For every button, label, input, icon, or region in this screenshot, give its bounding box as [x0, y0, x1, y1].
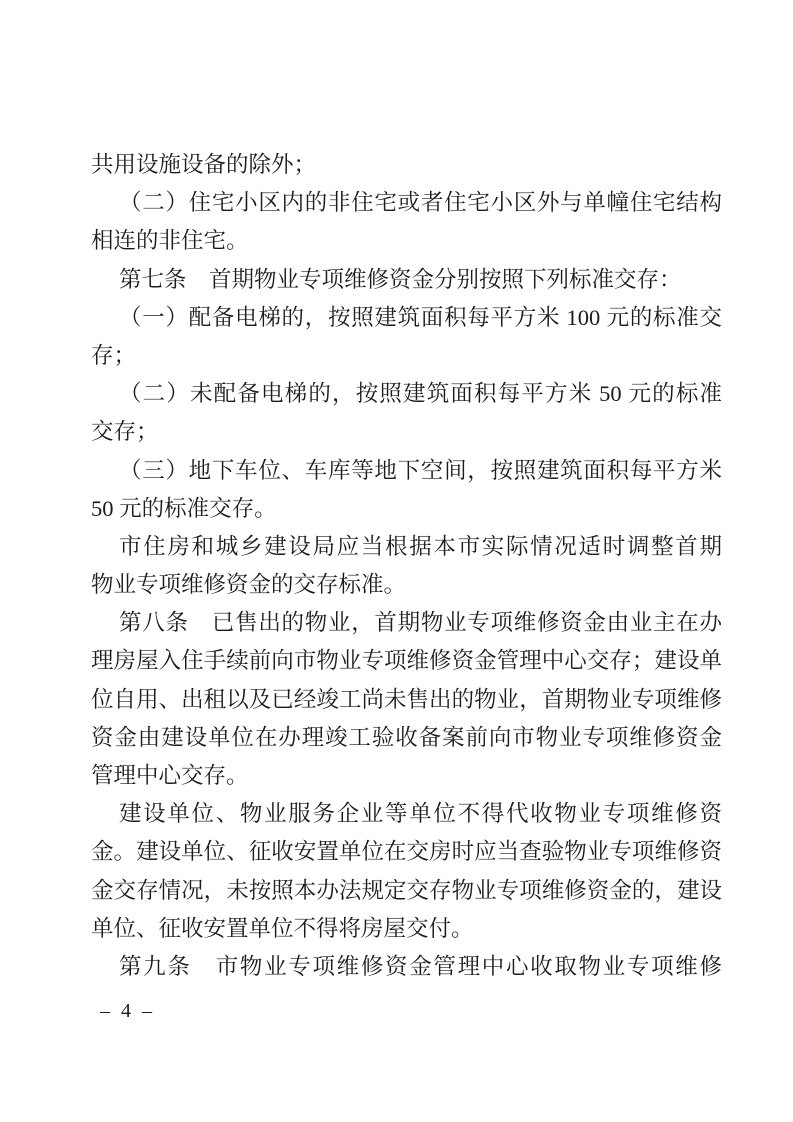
- text-line: 第八条 已售出的物业，首期物业专项维修资金由业主在办: [119, 610, 722, 636]
- text-line: 资金由建设单位在办理竣工验收备案前向市物业专项维修资金: [91, 724, 722, 750]
- text-line: （一）配备电梯的，按照建筑面积每平方米 100 元的标准交: [119, 304, 722, 330]
- text-line: （二）未配备电梯的，按照建筑面积每平方米 50 元的标准: [119, 381, 722, 407]
- text-block: [91, 146, 722, 986]
- text-line: 理房屋入住手续前向市物业专项维修资金管理中心交存；建设单: [91, 648, 722, 674]
- text-line: 位自用、出租以及已经竣工尚未售出的物业，首期物业专项维修: [91, 686, 722, 712]
- text-line: 第七条 首期物业专项维修资金分别按照下列标准交存：: [119, 266, 682, 292]
- text-line: 管理中心交存。: [91, 763, 249, 788]
- text-line: （三）地下车位、车库等地下空间，按照建筑面积每平方米: [119, 457, 722, 483]
- text-line: 市住房和城乡建设局应当根据本市实际情况适时调整首期: [119, 533, 722, 559]
- text-line: 金交存情况，未按照本办法规定交存物业专项维修资金的，建设: [91, 877, 722, 903]
- text-line: 交存；: [91, 419, 159, 445]
- page-number: – 4 –: [100, 1000, 155, 1022]
- text-line: 金。建设单位、征收安置单位在交房时应当查验物业专项维修资: [91, 839, 722, 865]
- text-line: 单位、征收安置单位不得将房屋交付。: [91, 915, 474, 941]
- text-line: 共用设施设备的除外；: [91, 152, 317, 177]
- text-line: 第九条 市物业专项维修资金管理中心收取物业专项维修: [119, 953, 722, 979]
- text-line: 存；: [91, 342, 137, 368]
- text-line: 物业专项维修资金的交存标准。: [91, 572, 407, 598]
- text-line: 50 元的标准交存。: [91, 495, 277, 521]
- text-line: （二）住宅小区内的非住宅或者住宅小区外与单幢住宅结构: [119, 190, 722, 216]
- text-line: 建设单位、物业服务企业等单位不得代收物业专项维修资: [119, 801, 722, 827]
- text-line: 相连的非住宅。: [91, 228, 249, 254]
